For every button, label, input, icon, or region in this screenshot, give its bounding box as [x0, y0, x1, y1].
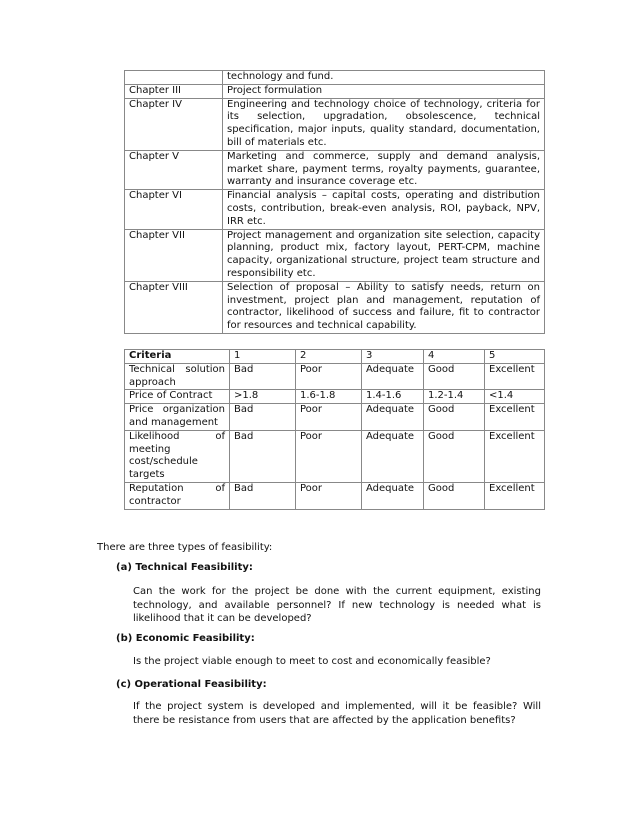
rating-cell: Excellent — [485, 482, 545, 509]
rating-cell: Excellent — [485, 430, 545, 482]
chapter-cell: Chapter VII — [125, 229, 223, 281]
table-row — [125, 404, 545, 431]
chapter-cell: Chapter VIII — [125, 281, 223, 333]
rating-cell: 1.4-1.6 — [362, 390, 424, 404]
rating-cell: Bad — [230, 430, 296, 482]
chapter-content-cell: Project management and organization site selection, capacity planning, product mix, factory layout, PERT-CPM, machine capacity, organizational structure, project team structure and responsibility etc. — [223, 229, 545, 281]
column-header: 2 — [296, 350, 362, 364]
rating-cell: Good — [424, 482, 485, 509]
rating-cell: 1.6-1.8 — [296, 390, 362, 404]
chapter-cell: Chapter III — [125, 84, 223, 98]
rating-cell: Adequate — [362, 482, 424, 509]
rating-cell: Bad — [230, 482, 296, 509]
section-heading-economic: (b) Economic Feasibility: — [116, 633, 255, 644]
chapter-cell: Chapter IV — [125, 98, 223, 150]
rating-cell: Excellent — [485, 363, 545, 390]
table-row — [125, 390, 545, 404]
feasibility-intro: There are three types of feasibility: — [97, 542, 273, 553]
table-row — [125, 430, 545, 482]
chapter-content-cell: Selection of proposal – Ability to satisfy needs, return on investment, project plan and management, reputation of contractor, likelihood of success and failure, fit to contractor for resources and technical capability. — [223, 281, 545, 333]
chapters-table — [124, 70, 545, 334]
rating-cell: Poor — [296, 363, 362, 390]
table-row — [125, 71, 545, 85]
chapter-cell — [125, 71, 223, 85]
rating-cell: Poor — [296, 404, 362, 431]
table-row — [125, 190, 545, 229]
section-text-economic: Is the project viable enough to meet to cost and economically feasible? — [133, 656, 491, 667]
column-header: 5 — [485, 350, 545, 364]
section-heading-operational: (c) Operational Feasibility: — [116, 679, 267, 690]
column-header: Criteria — [125, 350, 230, 364]
table-row — [125, 84, 545, 98]
rating-cell: Adequate — [362, 363, 424, 390]
table-header-row — [125, 350, 545, 364]
chapter-content-cell: Marketing and commerce, supply and demand analysis, market share, payment terms, royalty payments, guarantee, warranty and insurance coverage etc. — [223, 150, 545, 189]
criteria-cell: Price organization and management — [125, 404, 230, 431]
rating-cell: Good — [424, 430, 485, 482]
criteria-cell: Reputation of contractor — [125, 482, 230, 509]
rating-cell: Poor — [296, 482, 362, 509]
section-text-technical: Can the work for the project be done with the current equipment, existing technology, and available personnel? If new technology is needed what is likelihood that it can be developed? — [133, 586, 541, 624]
chapter-cell: Chapter VI — [125, 190, 223, 229]
table-row — [125, 150, 545, 189]
rating-cell: 1.2-1.4 — [424, 390, 485, 404]
chapter-content-cell: Engineering and technology choice of technology, criteria for its selection, upgradation, obsolescence, technical specification, major inputs, quality standard, documentation, bill of materials etc. — [223, 98, 545, 150]
column-header: 4 — [424, 350, 485, 364]
criteria-cell: Likelihood of meeting cost/schedule targets — [125, 430, 230, 482]
section-text-operational: If the project system is developed and implemented, will it be feasible? Will there be resistance from users that are affected by the application benefits? — [133, 701, 541, 726]
chapter-content-cell: technology and fund. — [223, 71, 545, 85]
criteria-cell: Technical solution approach — [125, 363, 230, 390]
section-heading-technical: (a) Technical Feasibility: — [116, 562, 253, 573]
table-row — [125, 229, 545, 281]
criteria-table — [124, 349, 545, 510]
rating-cell: Good — [424, 363, 485, 390]
table-row — [125, 482, 545, 509]
rating-cell: Poor — [296, 430, 362, 482]
chapter-cell: Chapter V — [125, 150, 223, 189]
table-row — [125, 281, 545, 333]
rating-cell: <1.4 — [485, 390, 545, 404]
rating-cell: Excellent — [485, 404, 545, 431]
table-row — [125, 363, 545, 390]
column-header: 1 — [230, 350, 296, 364]
criteria-cell: Price of Contract — [125, 390, 230, 404]
rating-cell: Adequate — [362, 430, 424, 482]
table-row — [125, 98, 545, 150]
column-header: 3 — [362, 350, 424, 364]
chapter-content-cell: Financial analysis – capital costs, operating and distribution costs, contribution, break-even analysis, ROI, payback, NPV, IRR etc. — [223, 190, 545, 229]
rating-cell: Bad — [230, 404, 296, 431]
chapter-content-cell: Project formulation — [223, 84, 545, 98]
rating-cell: Bad — [230, 363, 296, 390]
rating-cell: >1.8 — [230, 390, 296, 404]
rating-cell: Good — [424, 404, 485, 431]
rating-cell: Adequate — [362, 404, 424, 431]
